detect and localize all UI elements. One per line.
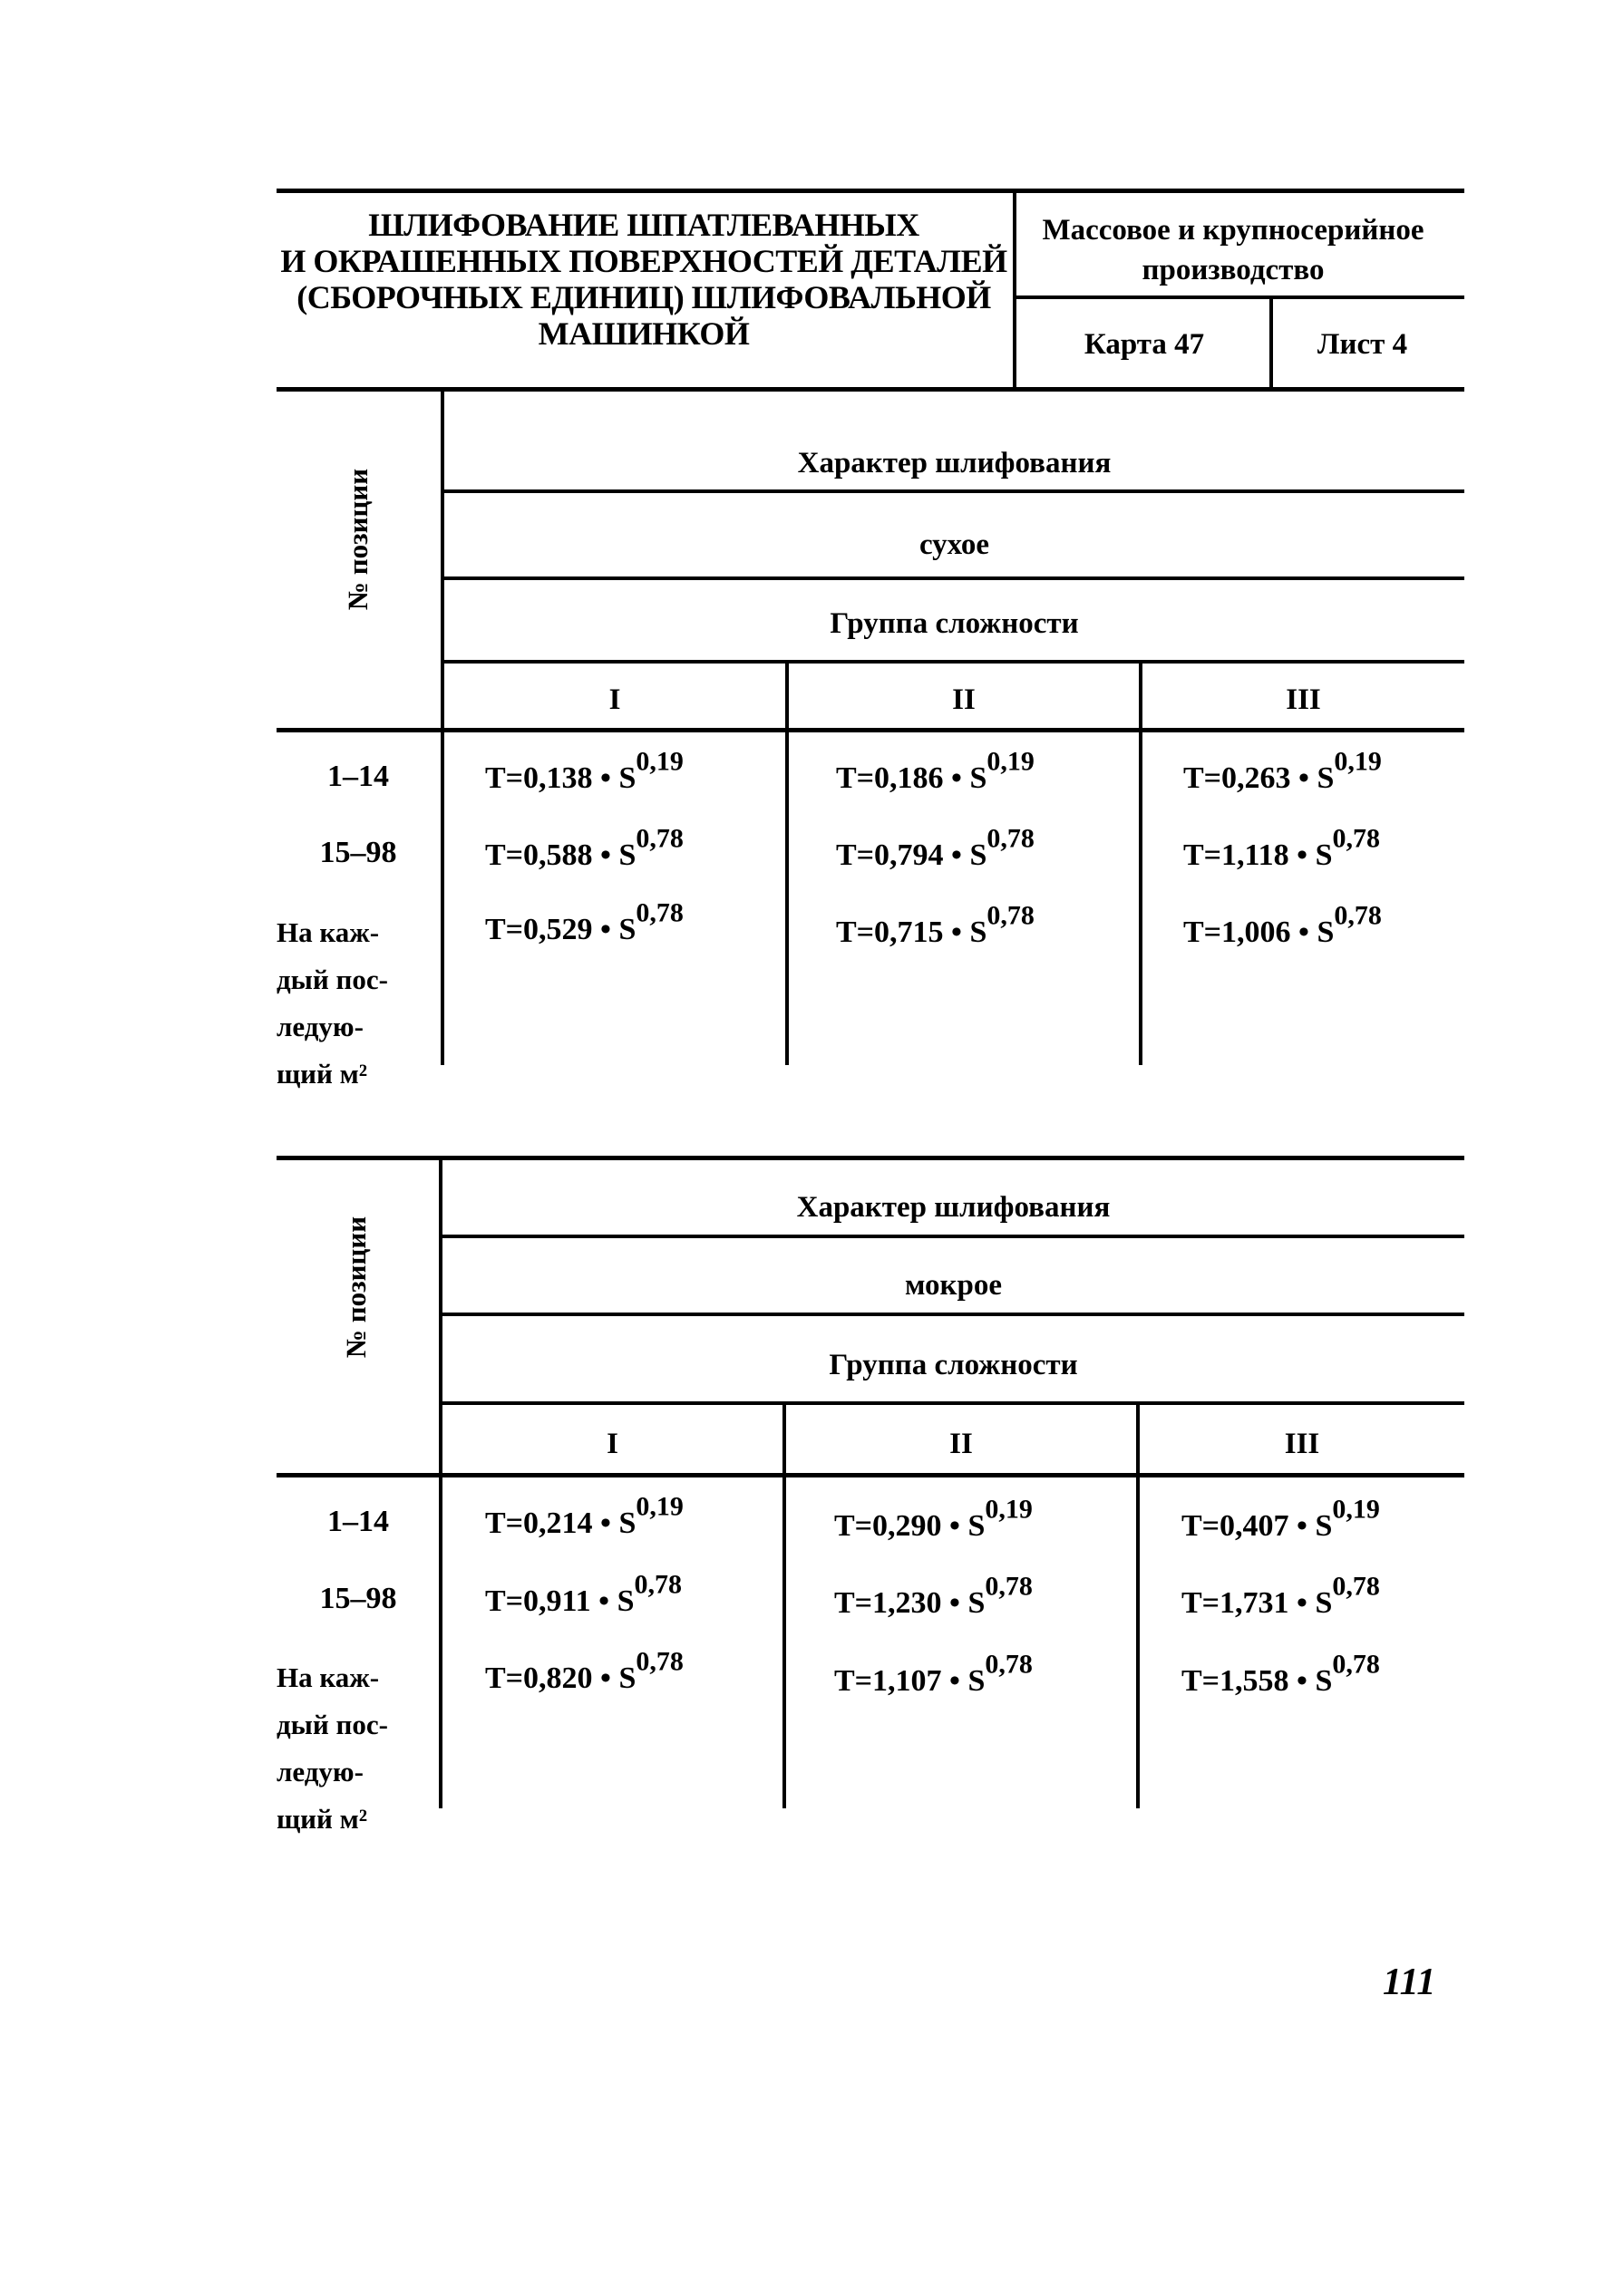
formula-coefficient: T=0,407 • S <box>1181 1509 1333 1543</box>
formula-exponent: 0,19 <box>1332 1494 1380 1525</box>
card-number: Карта 47 <box>1084 328 1205 361</box>
document-title-line: (СБОРОЧНЫХ ЕДИНИЦ) ШЛИФОВАЛЬНОЙ <box>296 279 991 315</box>
group-label: II <box>952 683 976 716</box>
formula-exponent: 0,78 <box>985 1571 1033 1602</box>
formula-coefficient: T=1,731 • S <box>1181 1586 1333 1620</box>
position-column-header: № позиции <box>340 1216 372 1359</box>
norm-formula <box>836 900 1035 950</box>
formula-exponent: 0,78 <box>1332 1571 1380 1602</box>
group-label: III <box>1286 683 1321 716</box>
position-label-line: щий м² <box>277 1058 368 1090</box>
position-label-line: На каж- <box>277 916 380 948</box>
character-value: сухое <box>918 528 990 561</box>
formula-exponent: 0,19 <box>636 1491 684 1522</box>
formula-exponent: 0,19 <box>636 746 684 777</box>
position-label-line: дый пос- <box>277 964 388 995</box>
norm-formula <box>485 823 684 873</box>
norm-formula <box>485 1569 682 1619</box>
formula-exponent: 0,78 <box>986 900 1035 931</box>
norm-formula <box>836 746 1035 796</box>
formula-coefficient: T=1,118 • S <box>1183 838 1333 872</box>
formula-coefficient: T=0,214 • S <box>485 1506 637 1540</box>
norm-formula <box>1183 746 1382 796</box>
position-label: 1–14 <box>327 1505 389 1538</box>
character-header: Характер шлифования <box>797 447 1112 480</box>
formula-coefficient: T=0,529 • S <box>485 913 637 946</box>
document-title-line: МАШИНКОЙ <box>538 315 750 352</box>
formula-exponent: 0,19 <box>1334 746 1382 777</box>
formula-coefficient: T=1,107 • S <box>834 1664 986 1698</box>
table-rule <box>441 1313 1464 1316</box>
position-label-line: дый пос- <box>277 1709 388 1740</box>
page-number: 111 <box>1383 1962 1436 2003</box>
norm-formula <box>834 1571 1033 1621</box>
formula-exponent: 0,78 <box>985 1649 1033 1680</box>
norm-formula <box>485 1491 684 1541</box>
position-label-line: На каж- <box>277 1661 380 1693</box>
position-label-line: ледую- <box>277 1011 364 1042</box>
formula-coefficient: T=0,290 • S <box>834 1509 986 1543</box>
group-label: III <box>1284 1428 1320 1460</box>
position-label-line: ледую- <box>277 1756 364 1787</box>
formula-exponent: 0,78 <box>1332 1649 1380 1680</box>
formula-coefficient: T=0,794 • S <box>836 838 987 872</box>
sheet-number: Лист 4 <box>1317 328 1408 361</box>
table-header-bottom-rule <box>277 728 1464 732</box>
formula-coefficient: T=0,911 • S <box>485 1584 635 1618</box>
formula-coefficient: T=0,263 • S <box>1183 761 1335 795</box>
table-position-divider <box>439 1158 442 1808</box>
production-type <box>1016 210 1451 290</box>
norm-formula <box>1181 1571 1380 1621</box>
norm-formula <box>834 1649 1033 1699</box>
position-column-header: № позиции <box>342 468 374 611</box>
document-title <box>277 207 1011 352</box>
table-rule <box>442 489 1464 493</box>
position-label <box>277 1654 388 1843</box>
norm-formula <box>836 823 1035 873</box>
norm-formula <box>1181 1649 1380 1699</box>
table-column-divider <box>1136 1403 1140 1808</box>
formula-coefficient: T=0,588 • S <box>485 838 637 872</box>
header-top-rule <box>277 189 1464 193</box>
character-header: Характер шлифования <box>796 1191 1111 1224</box>
character-value: мокрое <box>904 1269 1003 1302</box>
production-type-line: Массовое и крупносерийное <box>1042 214 1424 247</box>
norm-formula <box>1183 900 1382 950</box>
table-top-rule <box>277 1156 1464 1160</box>
formula-coefficient: T=1,558 • S <box>1181 1664 1333 1698</box>
position-label: 15–98 <box>319 1582 397 1615</box>
norm-formula <box>1183 823 1380 873</box>
table-header-bottom-rule <box>277 1473 1464 1477</box>
position-label-line: щий м² <box>277 1803 368 1835</box>
formula-exponent: 0,78 <box>1332 823 1380 854</box>
formula-exponent: 0,19 <box>986 746 1035 777</box>
document-title-line: ШЛИФОВАНИЕ ШПАТЛЕВАННЫХ <box>368 207 919 243</box>
norm-formula <box>834 1494 1033 1544</box>
group-label: I <box>607 1428 618 1460</box>
formula-exponent: 0,78 <box>634 1569 682 1600</box>
formula-coefficient: T=0,715 • S <box>836 915 987 949</box>
norm-formula <box>485 746 684 796</box>
formula-exponent: 0,78 <box>636 823 684 854</box>
header-bottom-rule <box>277 387 1464 392</box>
production-type-line: производство <box>1142 254 1325 286</box>
formula-coefficient: T=0,820 • S <box>485 1661 637 1695</box>
group-label: II <box>949 1428 973 1460</box>
position-label: 15–98 <box>319 836 397 869</box>
group-header: Группа сложности <box>829 1349 1078 1381</box>
formula-exponent: 0,78 <box>636 1646 684 1677</box>
group-header: Группа сложности <box>830 607 1079 640</box>
table-rule <box>442 660 1464 664</box>
table-column-divider <box>1139 662 1142 1065</box>
formula-coefficient: T=0,138 • S <box>485 761 637 795</box>
norm-formula <box>485 1646 684 1696</box>
table-column-divider <box>785 662 789 1065</box>
formula-coefficient: T=1,006 • S <box>1183 915 1335 949</box>
formula-coefficient: T=0,186 • S <box>836 761 987 795</box>
formula-exponent: 0,78 <box>1334 900 1382 931</box>
formula-coefficient: T=1,230 • S <box>834 1586 986 1620</box>
table-rule <box>441 1235 1464 1238</box>
norm-formula <box>1181 1494 1380 1544</box>
document-title-line: И ОКРАШЕННЫХ ПОВЕРХНОСТЕЙ ДЕТАЛЕЙ <box>280 243 1007 279</box>
position-label <box>277 909 388 1098</box>
formula-exponent: 0,78 <box>636 897 684 928</box>
table-rule <box>441 1401 1464 1405</box>
header-right-split <box>1013 295 1464 299</box>
position-label: 1–14 <box>327 760 389 793</box>
group-label: I <box>608 683 621 716</box>
norm-formula <box>485 897 684 947</box>
table-rule <box>442 576 1464 580</box>
formula-exponent: 0,78 <box>986 823 1035 854</box>
formula-exponent: 0,19 <box>985 1494 1033 1525</box>
table-column-divider <box>782 1403 786 1808</box>
